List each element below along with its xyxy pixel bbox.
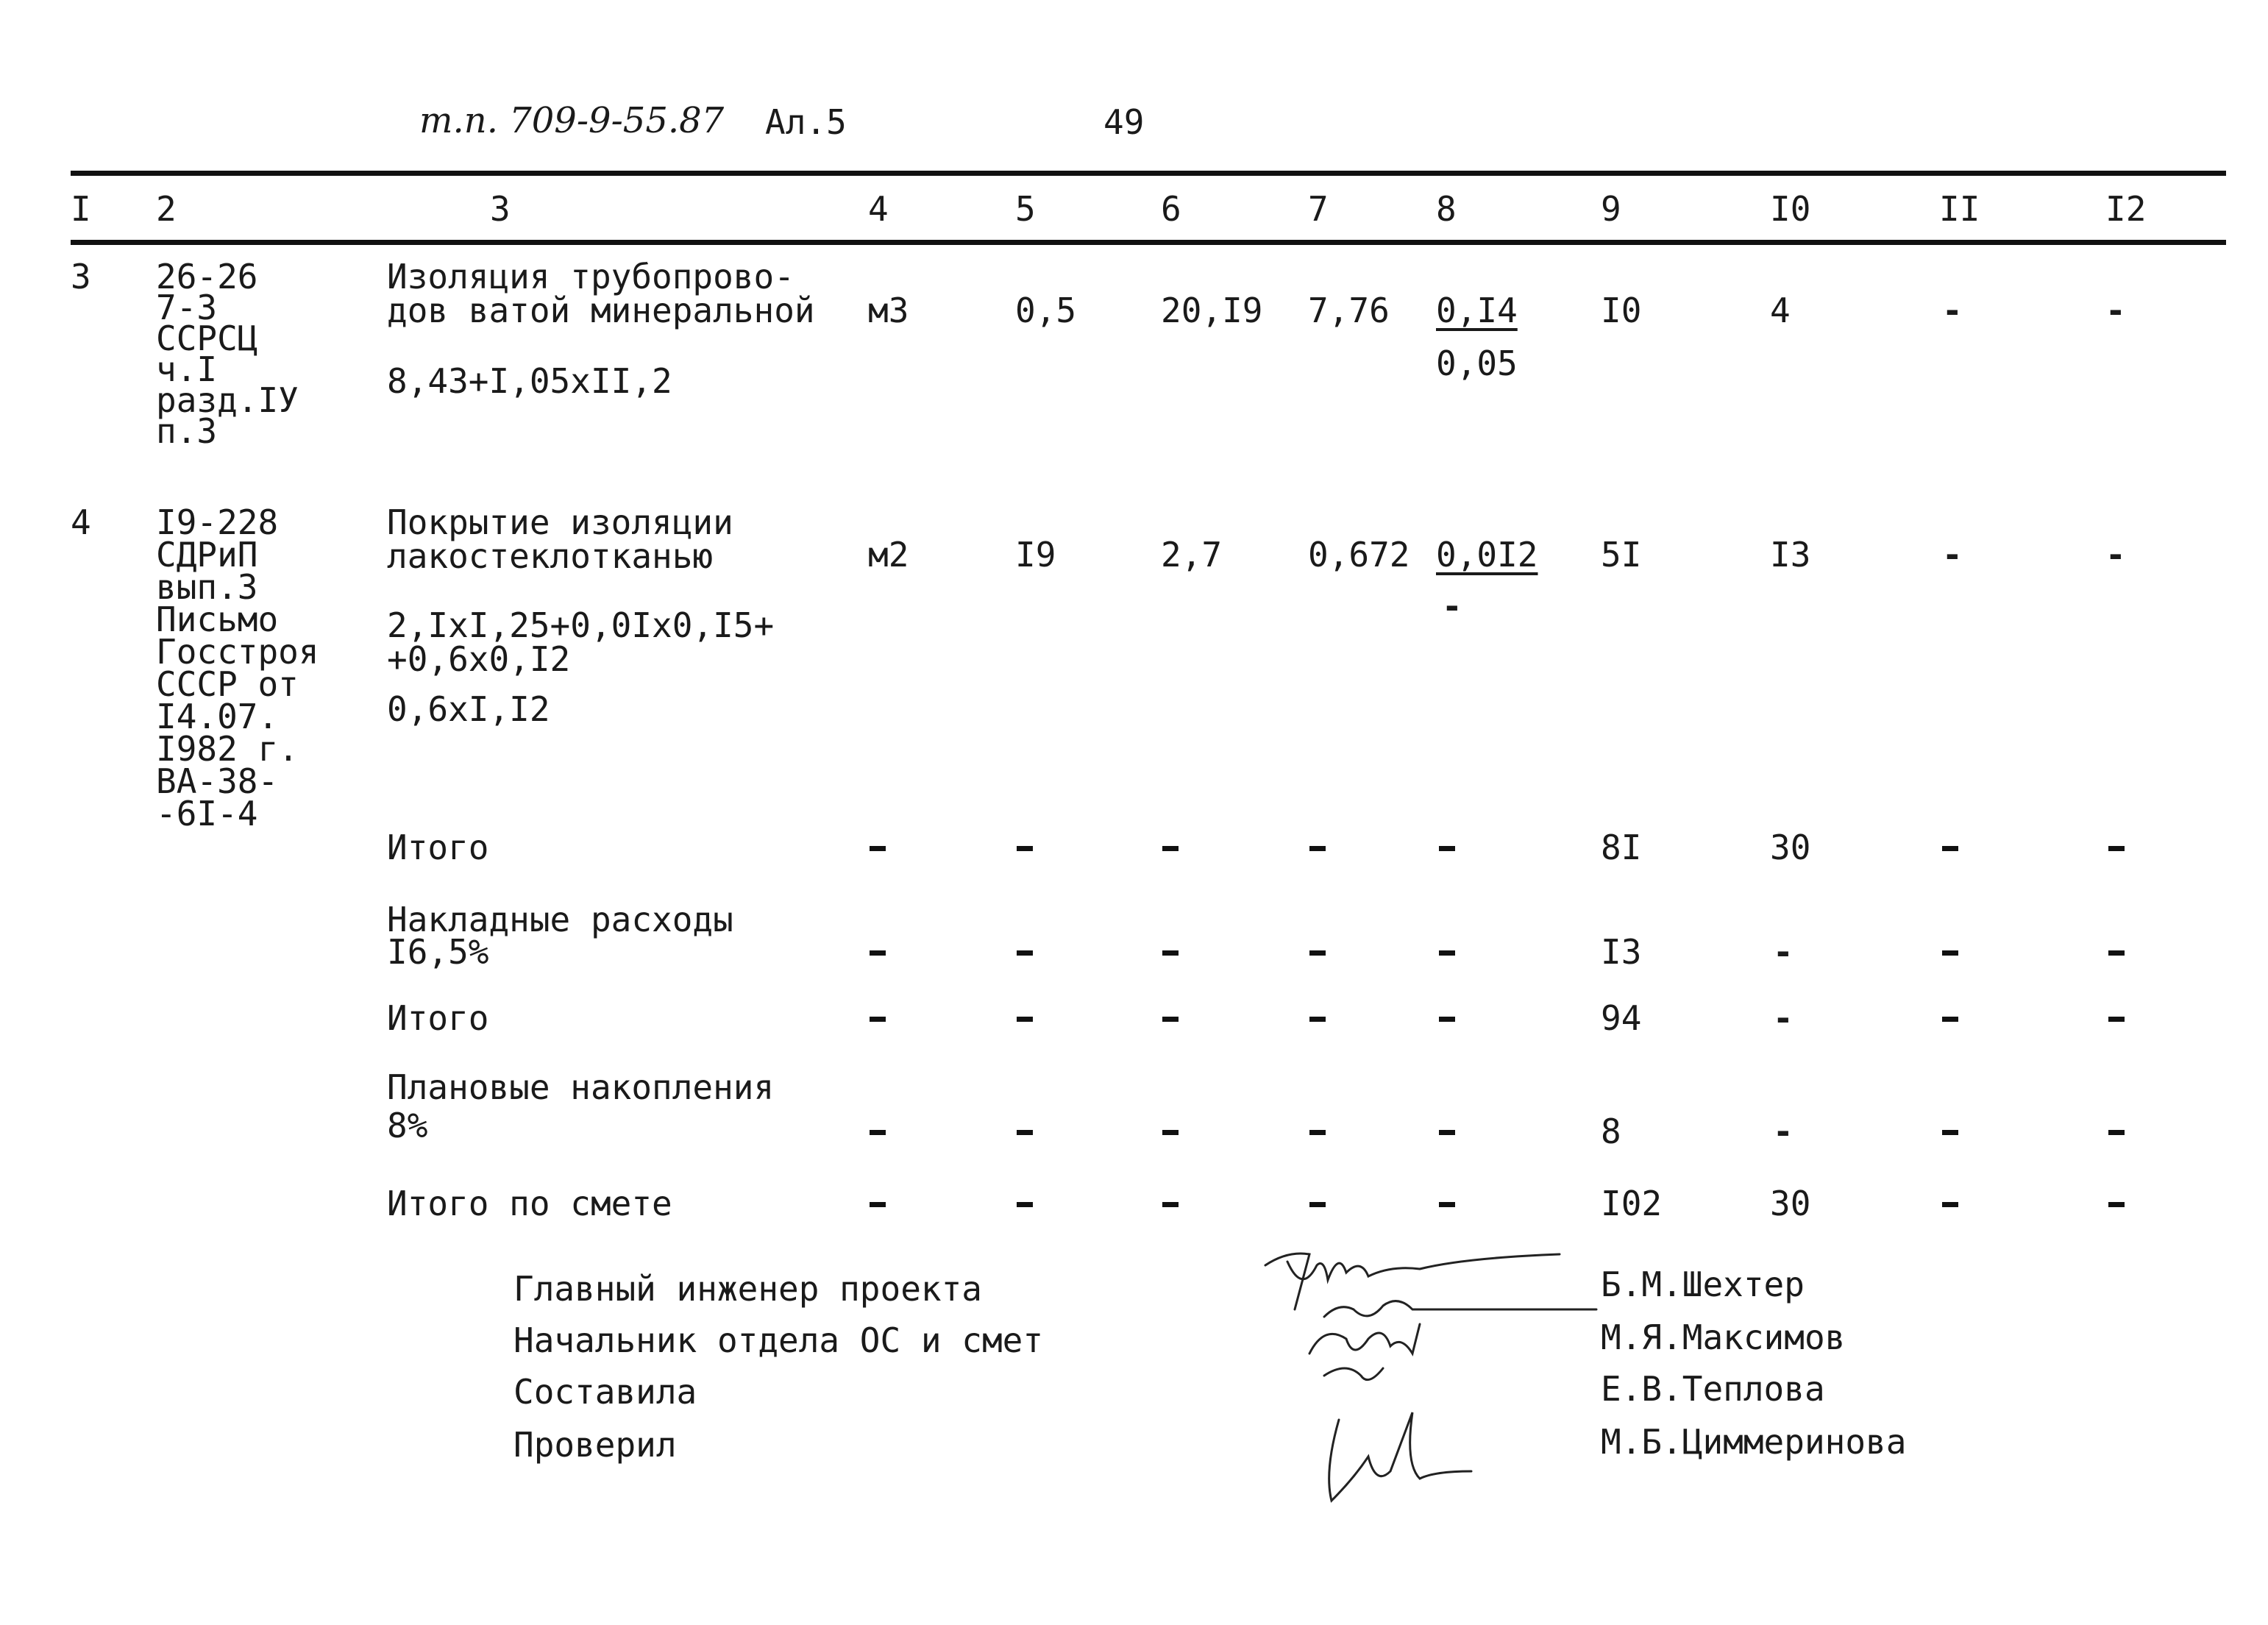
- row-code-line: ВА-38-: [156, 761, 279, 801]
- column-header: 6: [1161, 189, 1181, 229]
- row-calc-line: 0,6хI,I2: [387, 689, 550, 729]
- row-quantity: 0,5: [1015, 291, 1077, 330]
- dash-mark: [2108, 1130, 2125, 1135]
- column-header: 4: [868, 189, 889, 229]
- dash-mark: [1439, 1130, 1455, 1135]
- row-col6: 2,7: [1161, 535, 1223, 575]
- row-code-line: ССРСЦ: [156, 319, 258, 358]
- column-header: 3: [490, 189, 511, 229]
- dash-mark: [870, 950, 886, 956]
- row-col9: I0: [1601, 291, 1642, 330]
- row-code-line: ч.I: [156, 349, 218, 389]
- dash-mark: [1162, 1202, 1179, 1207]
- row-col7: 0,672: [1308, 535, 1410, 575]
- total-col10: -: [1773, 1112, 1794, 1151]
- document-reference: т.п. 709-9-55.87: [419, 100, 725, 141]
- row-col10: 4: [1770, 291, 1791, 330]
- dash-mark: [1942, 1202, 1958, 1207]
- row-col7: 7,76: [1308, 291, 1390, 330]
- total-label: Накладные расходы: [387, 900, 733, 939]
- row-unit: м2: [868, 535, 909, 575]
- row-name-line: лакостеклотканью: [387, 536, 714, 576]
- row-col10: I3: [1770, 535, 1811, 575]
- signatory-name: Е.В.Теплова: [1601, 1369, 1825, 1409]
- dash-mark: [2108, 846, 2125, 851]
- dash-mark: [1017, 1017, 1033, 1022]
- row-col12: -: [2105, 291, 2126, 330]
- total-label: Итого: [387, 998, 489, 1038]
- dash-mark: [1942, 1130, 1958, 1135]
- column-header: 7: [1308, 189, 1329, 229]
- signatory-name: М.Б.Циммеринова: [1601, 1422, 1907, 1462]
- table-top-rule: [71, 171, 2226, 176]
- dash-mark: [2108, 1202, 2125, 1207]
- dash-mark: [1309, 846, 1326, 851]
- row-code-line: 7-3: [156, 288, 218, 327]
- column-header: 2: [156, 189, 177, 229]
- column-header: I0: [1770, 189, 1811, 229]
- row-code-line: I9-228: [156, 502, 279, 542]
- signatory-role: Главный инженер проекта: [513, 1269, 982, 1309]
- signatory-name: М.Я.Максимов: [1601, 1318, 1846, 1357]
- dash-mark: [1162, 1017, 1179, 1022]
- row-name-line: Изоляция трубопрово-: [387, 257, 794, 296]
- total-col9: I3: [1601, 932, 1642, 972]
- dash-mark: [1162, 950, 1179, 956]
- handwritten-signatures: [1243, 1236, 1589, 1530]
- signatory-role: Начальник отдела ОС и смет: [513, 1320, 1044, 1360]
- row-col8-top: 0,I4: [1436, 291, 1518, 330]
- row-number: 3: [71, 257, 91, 296]
- total-col9: 8: [1601, 1112, 1621, 1151]
- total-label: Плановые накопления: [387, 1067, 775, 1107]
- dash-mark: [1162, 1130, 1179, 1135]
- dash-mark: [1439, 1202, 1455, 1207]
- signatory-name: Б.М.Шехтер: [1601, 1265, 1805, 1304]
- dash-mark: [870, 1017, 886, 1022]
- row-code-line: -6I-4: [156, 794, 258, 833]
- total-col9: 8I: [1601, 828, 1642, 867]
- total-label: I6,5%: [387, 932, 489, 972]
- dash-mark: [1942, 1017, 1958, 1022]
- dash-mark: [1017, 1202, 1033, 1207]
- total-col10: 30: [1770, 1184, 1811, 1223]
- dash-mark: [1017, 950, 1033, 956]
- dash-mark: [870, 1130, 886, 1135]
- total-col9: I02: [1601, 1184, 1663, 1223]
- dash-mark: [2108, 950, 2125, 956]
- dash-mark: [1439, 1017, 1455, 1022]
- row-code-line: I4.07.: [156, 697, 279, 736]
- row-calc-line: +0,6х0,I2: [387, 639, 571, 679]
- column-header: 8: [1436, 189, 1457, 229]
- dash-mark: [1309, 950, 1326, 956]
- dash-mark: [1942, 950, 1958, 956]
- dash-mark: [1309, 1017, 1326, 1022]
- row-code-line: Госстроя: [156, 632, 319, 672]
- total-col9: 94: [1601, 998, 1642, 1038]
- total-label: Итого по смете: [387, 1184, 672, 1223]
- dash-mark: [1439, 846, 1455, 851]
- total-col10: 30: [1770, 828, 1811, 867]
- row-code-line: I982 г.: [156, 729, 299, 769]
- total-label: Итого: [387, 828, 489, 867]
- row-col9: 5I: [1601, 535, 1642, 575]
- dash-mark: [870, 846, 886, 851]
- row-col8-bottom: -: [1442, 586, 1462, 626]
- dash-mark: [1017, 1130, 1033, 1135]
- signatory-role: Составила: [513, 1372, 697, 1412]
- row-col11: -: [1942, 535, 1963, 575]
- dash-mark: [1309, 1130, 1326, 1135]
- column-header: I2: [2105, 189, 2147, 229]
- total-col10: -: [1773, 998, 1794, 1038]
- row-name-line: дов ватой минеральной: [387, 291, 815, 330]
- row-number: 4: [71, 502, 91, 542]
- row-name-line: Покрытие изоляции: [387, 502, 733, 542]
- total-col10: -: [1773, 932, 1794, 972]
- column-header: 5: [1015, 189, 1036, 229]
- dash-mark: [1309, 1202, 1326, 1207]
- row-code-line: СДРиП: [156, 535, 258, 575]
- column-header: I: [71, 189, 91, 229]
- row-code-line: разд.IУ: [156, 380, 299, 420]
- sheet-label: Ал.5: [765, 102, 847, 142]
- dash-mark: [1162, 846, 1179, 851]
- dash-mark: [870, 1202, 886, 1207]
- row-code-line: вып.3: [156, 567, 258, 607]
- row-code-line: п.3: [156, 411, 218, 451]
- dash-mark: [1017, 846, 1033, 851]
- total-label: 8%: [387, 1106, 428, 1145]
- row-calc-line: 8,43+I,05хII,2: [387, 361, 672, 401]
- row-code-line: СССР от: [156, 664, 299, 704]
- column-header: 9: [1601, 189, 1621, 229]
- dash-mark: [1942, 846, 1958, 851]
- row-col11: -: [1942, 291, 1963, 330]
- signatory-role: Проверил: [513, 1425, 677, 1465]
- row-col8-bottom: 0,05: [1436, 344, 1518, 383]
- page-number: 49: [1103, 102, 1145, 142]
- row-col6: 20,I9: [1161, 291, 1263, 330]
- dash-mark: [2108, 1017, 2125, 1022]
- row-col8-top: 0,0I2: [1436, 535, 1538, 575]
- row-unit: м3: [868, 291, 909, 330]
- row-quantity: I9: [1015, 535, 1056, 575]
- dash-mark: [1439, 950, 1455, 956]
- row-code-line: 26-26: [156, 257, 258, 296]
- row-calc-line: 2,IхI,25+0,0Iх0,I5+: [387, 605, 775, 645]
- column-header: II: [1939, 189, 1980, 229]
- row-col12: -: [2105, 535, 2126, 575]
- table-header-rule: [71, 240, 2226, 245]
- row-code-line: Письмо: [156, 600, 279, 639]
